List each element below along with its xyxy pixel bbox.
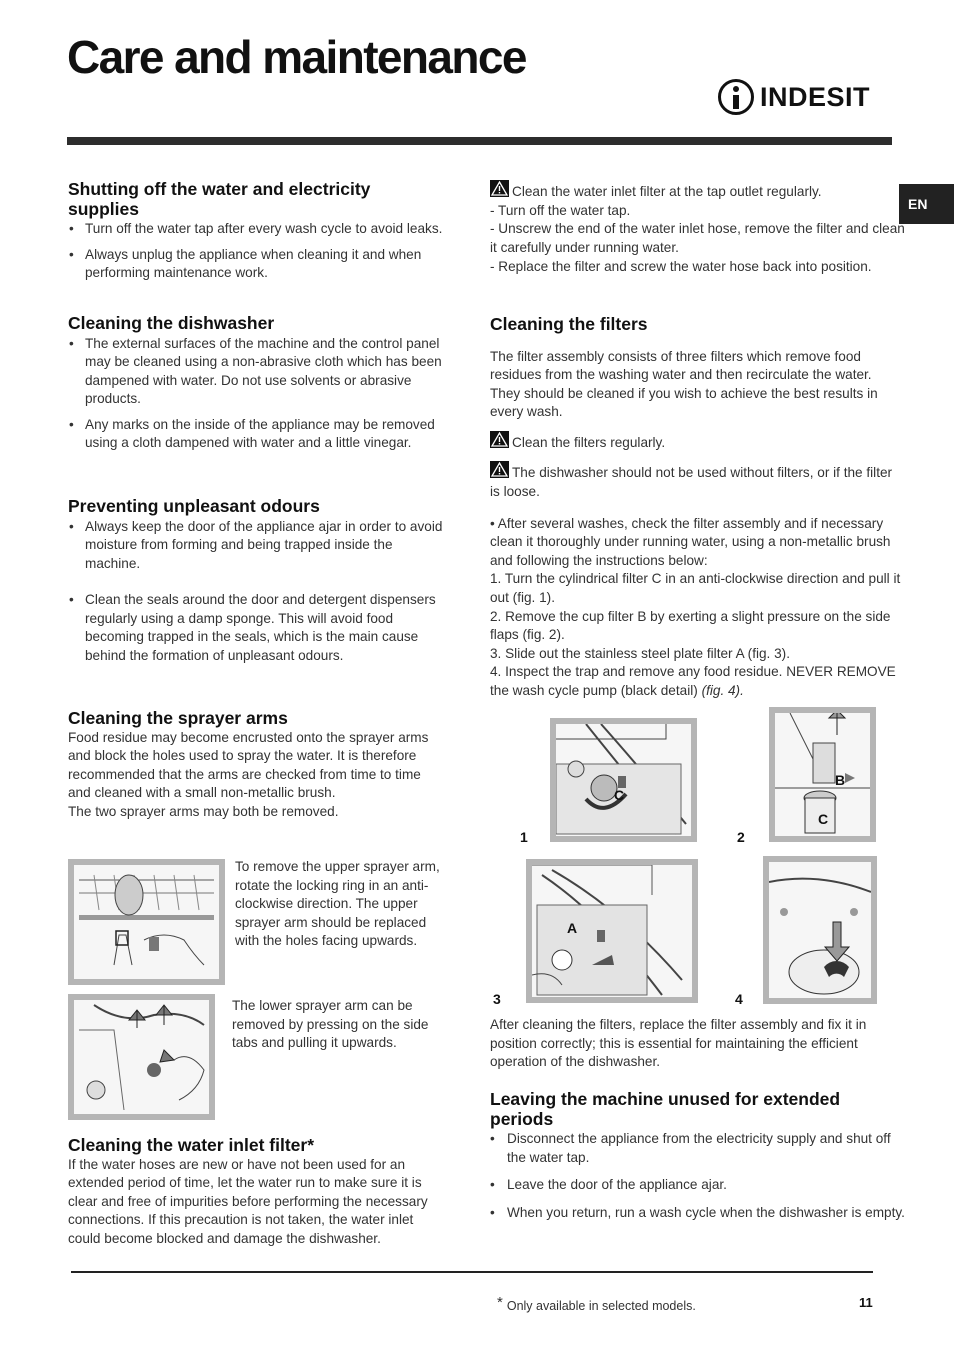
step-line: 2. Remove the cup filter B by exerting a slight pressure on the side flaps (fig. 2). [490, 608, 891, 643]
indesit-logo [718, 79, 871, 115]
header-rule [67, 137, 892, 145]
list-item: • Any marks on the inside of the appliance may be removed using a cloth dampened with water and a little vinegar. [68, 416, 443, 453]
upper-sprayer-text: To remove the upper sprayer arm, rotate the locking ring in an anti-clockwise direction. The upper sprayer arm should be replaced with the holes facing upwards. [235, 859, 440, 949]
step-line [490, 663, 905, 700]
figure-number: 2 [737, 829, 745, 845]
paragraph: The two sprayer arms may both be removed. [68, 803, 339, 819]
section-unused [490, 1090, 905, 1222]
lower-sprayer-illustration [74, 1000, 209, 1114]
figure-label: A [567, 920, 578, 936]
figure-1-illustration [556, 724, 691, 836]
footnote-text: Only available in selected models. [506, 1299, 696, 1313]
list-item: • Disconnect the appliance from the electricity supply and shut off the water tap. [490, 1130, 905, 1167]
upper-sprayer-illustration [74, 865, 219, 979]
footer-rule [71, 1271, 873, 1273]
step-line: - Turn off the water tap. [490, 202, 631, 218]
paragraph: The filter assembly consists of three filters which remove food residues from the washing water and then recirculate the water. They should be cleaned if you wish to achieve the best results in every wash. [490, 348, 878, 420]
warning-text: Clean the water inlet filter at the tap outlet regularly. [512, 184, 822, 199]
section-inlet-filter-steps [490, 180, 910, 278]
figure-3-illustration [532, 865, 692, 997]
list-item: • Turn off the water tap after every wash cycle to avoid leaks. [68, 220, 443, 239]
fig-ref: (fig. 4). [701, 683, 744, 698]
section-odours [68, 497, 443, 666]
section-shutting-off [68, 180, 443, 283]
filter-figure-1 [550, 718, 697, 842]
warning-text: The dishwasher should not be used without filters, or if the filter is loose. [490, 465, 893, 500]
warning-icon [490, 461, 509, 478]
warning-icon [490, 431, 509, 448]
warning-icon [490, 180, 509, 197]
figure-4-illustration [769, 862, 871, 998]
section-title: Cleaning the sprayer arms [68, 708, 288, 728]
step-line: 3. Slide out the stainless steel plate filter A (fig. 3). [490, 645, 790, 661]
lower-sprayer-text: The lower sprayer arm can be removed by pressing on the side tabs and pulling it upwards. [232, 998, 429, 1051]
logo-text: INDESIT [760, 82, 871, 112]
list-item: • Always unplug the appliance when cleaning it and when performing maintenance work. [68, 246, 443, 283]
section-title: Cleaning the water inlet filter* [68, 1135, 315, 1155]
logo-i-icon [718, 79, 754, 115]
step-line: - Unscrew the end of the water inlet hose, remove the filter and clean it carefully under running water. [490, 221, 905, 255]
section-title: Cleaning the dishwasher [68, 313, 275, 333]
step-line: 1. Turn the cylindrical filter C in an anti-clockwise direction and pull it out (fig. 1). [490, 571, 901, 606]
warning-line [490, 431, 905, 453]
list-item: • When you return, run a wash cycle when the dishwasher is empty. [490, 1204, 905, 1223]
section-title: Leaving the machine unused for extended periods [490, 1089, 841, 1129]
paragraph: Food residue may become encrusted onto the sprayer arms and block the holes used to spray the water. It is therefore recommended that the arms are checked from time to time and cleaned with a small non-metallic brush. [68, 729, 429, 801]
lower-sprayer-arm-image [68, 994, 215, 1120]
section-cleaning-dishwasher [68, 314, 443, 453]
figure-number: 4 [735, 991, 743, 1007]
filter-figure-3 [526, 859, 698, 1003]
warning-text: Clean the filters regularly. [512, 434, 666, 450]
language-tab: EN [899, 184, 954, 224]
paragraph: • After several washes, check the filter assembly and if necessary clean it thoroughly under running water, using a non-metallic brush and following the instructions below: [490, 515, 891, 568]
warning-line [490, 461, 905, 501]
section-cleaning-filters [490, 315, 905, 701]
warning-line [490, 180, 910, 202]
figure-label: C [818, 811, 829, 827]
after-cleaning-text: After cleaning the filters, replace the filter assembly and fix it in position correctly; this is essential for maintaining the efficient operation of the dishwasher. [490, 1017, 867, 1070]
section-water-inlet-filter [68, 1136, 443, 1248]
footnote [497, 1294, 696, 1313]
figure-label: B [835, 772, 846, 788]
section-title: Preventing unpleasant odours [68, 496, 320, 516]
step-text: 4. Inspect the trap and remove any food residue. NEVER REMOVE the wash cycle pump (black detail) [490, 664, 896, 698]
section-sprayer-arms [68, 709, 443, 821]
page-title: Care and maintenance [67, 31, 526, 83]
list-item: • Always keep the door of the appliance ajar in order to avoid moisture from forming and being trapped inside the machine. [68, 518, 443, 574]
upper-sprayer-arm-image [68, 859, 225, 985]
figure-number: 1 [520, 829, 528, 845]
figure-number: 3 [493, 991, 501, 1007]
section-title: Shutting off the water and electricity supplies [68, 179, 371, 219]
list-item: • Leave the door of the appliance ajar. [490, 1176, 905, 1195]
paragraph: If the water hoses are new or have not been used for an extended period of time, let the water run to make sure it is clear and free of impurities before performing the necessary connections. If this precaution is not taken, the water inlet could become blocked and damage the dishwasher. [68, 1156, 428, 1246]
figure-label: C [614, 787, 625, 803]
list-item: • Clean the seals around the door and detergent dispensers regularly using a damp sponge. This will avoid food becoming trapped in the seals, which is the main cause behind the formation of unpleasant odours. [68, 591, 443, 665]
page-number: 11 [859, 1295, 873, 1310]
step-line: - Replace the filter and screw the water hose back into position. [490, 259, 872, 275]
footnote-star: * [497, 1294, 503, 1311]
list-item: • The external surfaces of the machine and the control panel may be cleaned using a non-abrasive cloth which has been dampened with water. Do not use solvents or abrasive products. [68, 335, 443, 409]
section-title: Cleaning the filters [490, 314, 648, 334]
filter-figure-4 [763, 856, 877, 1004]
